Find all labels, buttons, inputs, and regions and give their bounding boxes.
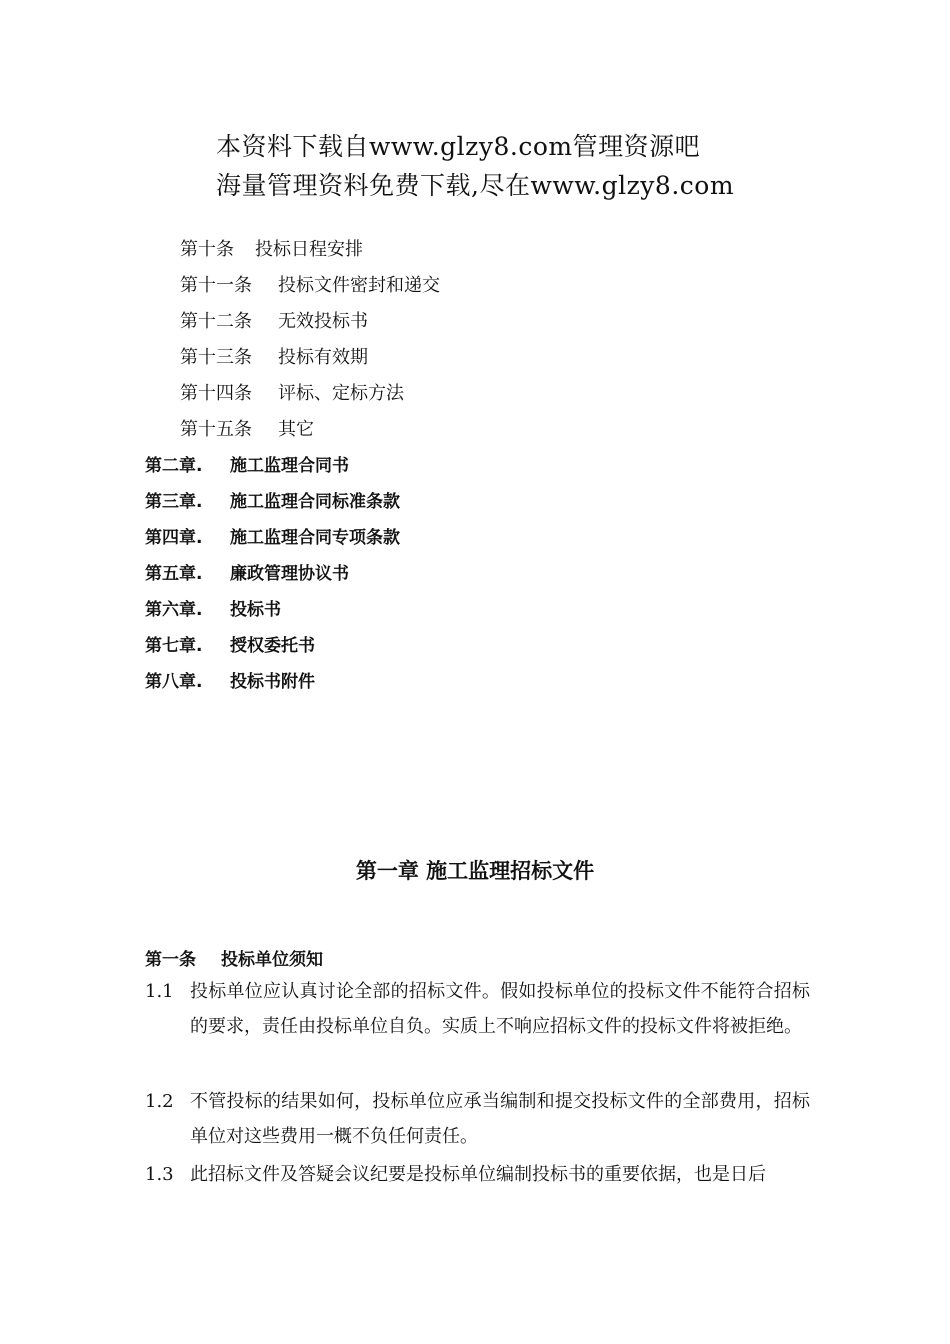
toc-article-title: 投标日程安排 xyxy=(255,239,363,260)
toc-chapter-number: 第六章. xyxy=(145,600,203,620)
toc-article-number: 第十二条 xyxy=(180,311,252,332)
toc-article-number: 第十一条 xyxy=(180,275,252,296)
clause-number: 1.1 xyxy=(145,981,174,1002)
toc-article-number: 第十五条 xyxy=(180,419,252,440)
toc-chapter-title: 施工监理合同标准条款 xyxy=(230,492,400,512)
toc-chapter-number: 第八章. xyxy=(145,672,203,692)
clause-1-2 xyxy=(145,1084,810,1154)
article-heading xyxy=(145,945,323,970)
clause-1-1 xyxy=(145,974,810,1044)
clause-1-3 xyxy=(145,1157,810,1192)
toc-chapter-number: 第二章. xyxy=(145,456,203,476)
clause-text: 投标单位应认真讨论全部的招标文件。假如投标单位的投标文件不能符合招标的要求，责任由投标单位自负。实质上不响应招标文件的投标文件将被拒绝。 xyxy=(190,981,810,1037)
toc-chapter-number: 第七章. xyxy=(145,636,203,656)
toc-chapter-title: 施工监理合同书 xyxy=(230,456,349,476)
toc-article-title: 投标有效期 xyxy=(278,347,368,368)
toc-article-14 xyxy=(180,379,404,405)
toc-chapter-number: 第三章. xyxy=(145,492,203,512)
toc-article-title: 其它 xyxy=(278,419,314,440)
clause-number: 1.2 xyxy=(145,1091,174,1112)
clause-text: 此招标文件及答疑会议纪要是投标单位编制投标书的重要依据，也是日后 xyxy=(190,1164,766,1185)
watermark-banner-line-2: 海量管理资料免费下载,尽在www.glzy8.com xyxy=(216,171,735,200)
toc-chapter-number: 第五章. xyxy=(145,564,203,584)
toc-article-number: 第十条 xyxy=(180,239,234,260)
toc-chapter-number: 第四章. xyxy=(145,528,203,548)
article-number: 第一条 xyxy=(145,950,196,970)
toc-article-11 xyxy=(180,271,440,297)
clause-number: 1.3 xyxy=(145,1164,174,1185)
toc-article-13 xyxy=(180,343,368,369)
toc-article-number: 第十三条 xyxy=(180,347,252,368)
toc-chapter-2 xyxy=(145,451,349,476)
toc-article-title: 投标文件密封和递交 xyxy=(278,275,440,296)
toc-chapter-8 xyxy=(145,667,315,692)
toc-chapter-5 xyxy=(145,559,349,584)
toc-article-title: 评标、定标方法 xyxy=(278,383,404,404)
toc-article-number: 第十四条 xyxy=(180,383,252,404)
toc-chapter-title: 投标书附件 xyxy=(230,672,315,692)
toc-chapter-title: 廉政管理协议书 xyxy=(230,564,349,584)
article-title: 投标单位须知 xyxy=(221,950,323,970)
chapter-heading: 第一章 施工监理招标文件 xyxy=(355,859,595,883)
toc-chapter-4 xyxy=(145,523,400,548)
toc-article-12 xyxy=(180,307,368,333)
toc-article-10 xyxy=(180,235,363,261)
toc-chapter-title: 施工监理合同专项条款 xyxy=(230,528,400,548)
toc-article-15 xyxy=(180,415,314,441)
watermark-banner-line-1: 本资料下载自www.glzy8.com管理资源吧 xyxy=(216,132,701,161)
clause-text: 不管投标的结果如何，投标单位应承当编制和提交投标文件的全部费用，招标单位对这些费用一概不负任何责任。 xyxy=(190,1091,810,1147)
toc-article-title: 无效投标书 xyxy=(278,311,368,332)
toc-chapter-6 xyxy=(145,595,281,620)
toc-chapter-title: 投标书 xyxy=(230,600,281,620)
toc-chapter-title: 授权委托书 xyxy=(230,636,315,656)
toc-chapter-7 xyxy=(145,631,315,656)
toc-chapter-3 xyxy=(145,487,400,512)
